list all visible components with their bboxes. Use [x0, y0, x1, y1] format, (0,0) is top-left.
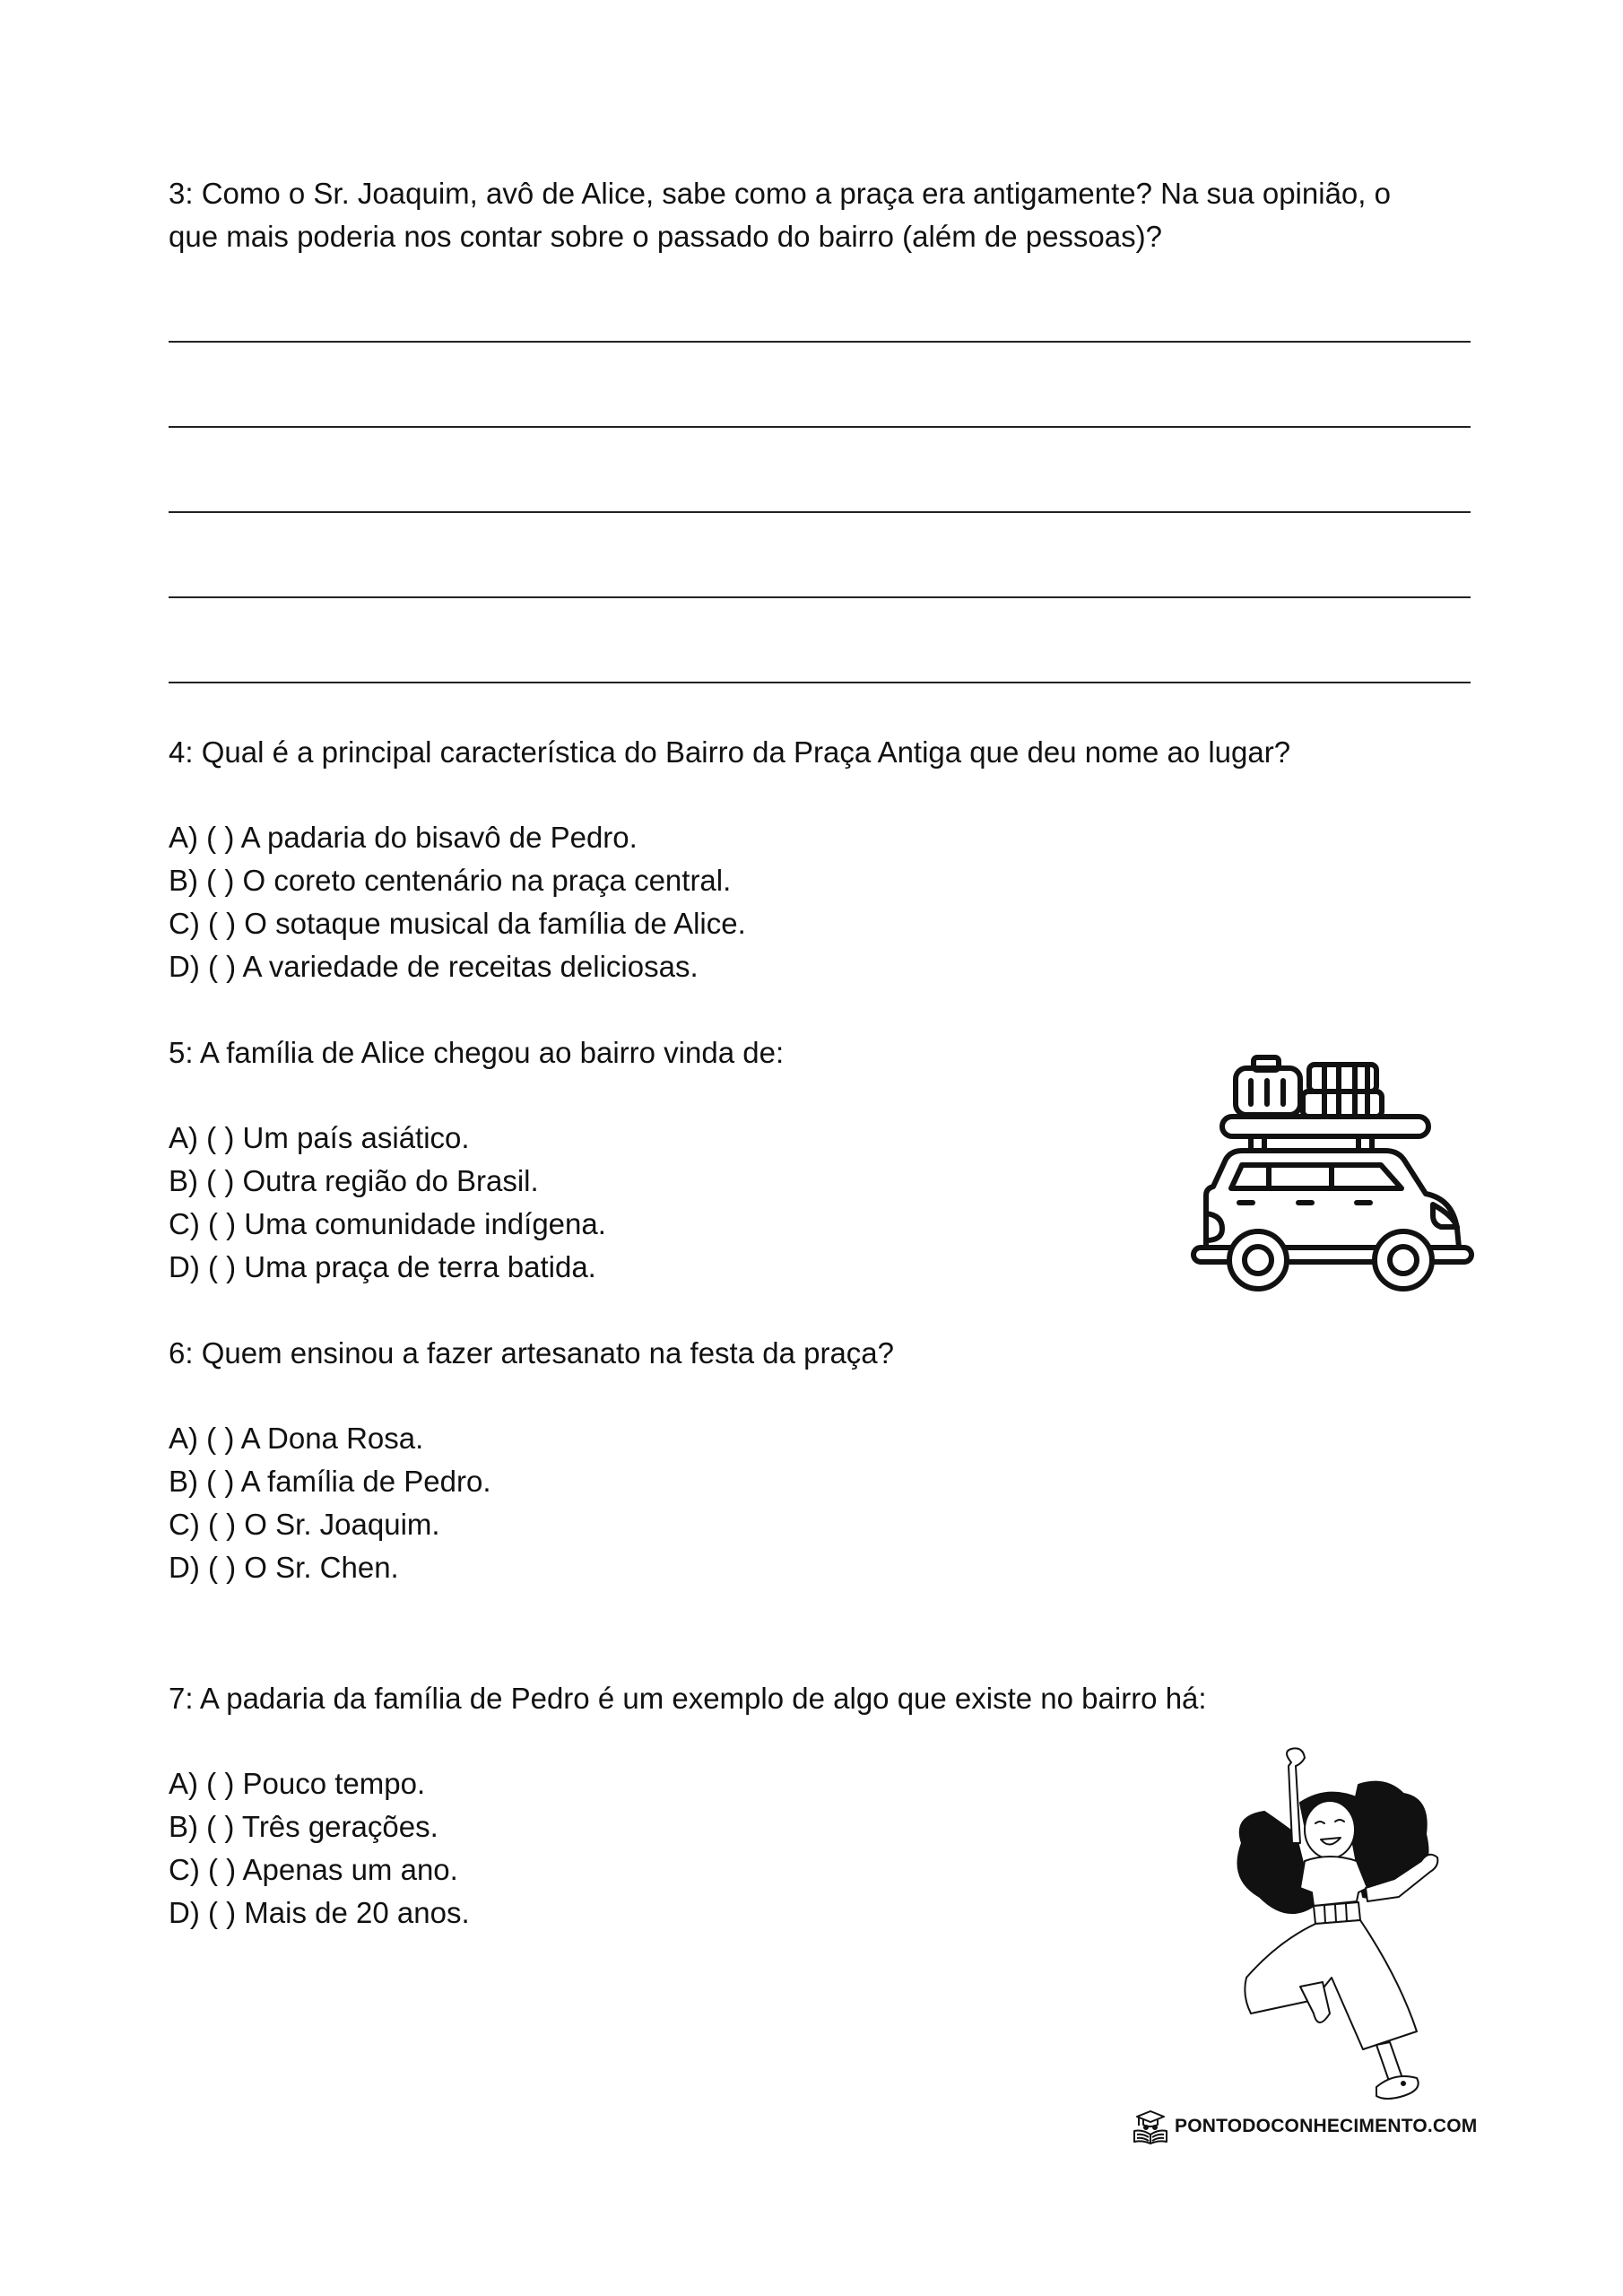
question-5: 5: A família de Alice chegou ao bairro vinda de: — [169, 1036, 785, 1069]
q7-option-c[interactable]: C) ( ) Apenas um ano. — [169, 1853, 458, 1886]
question-3-line-2: que mais poderia nos contar sobre o passado do bairro (além de pessoas)? — [169, 220, 1162, 253]
q7-option-d[interactable]: D) ( ) Mais de 20 anos. — [169, 1896, 470, 1929]
q6-option-b[interactable]: B) ( ) A família de Pedro. — [169, 1465, 491, 1498]
answer-line-1[interactable] — [169, 341, 1471, 343]
answer-line-2[interactable] — [169, 426, 1471, 428]
q4-option-c[interactable]: C) ( ) O sotaque musical da família de Alice. — [169, 907, 746, 940]
question-6: 6: Quem ensinou a fazer artesanato na festa da praça? — [169, 1336, 895, 1370]
brand-name: PONTODOCONHECIMENTO.COM — [1175, 2116, 1478, 2136]
question-4: 4: Qual é a principal característica do Bairro da Praça Antiga que deu nome ao lugar? — [169, 735, 1291, 769]
q4-option-b[interactable]: B) ( ) O coreto centenário na praça central. — [169, 864, 732, 897]
q5-option-c[interactable]: C) ( ) Uma comunidade indígena. — [169, 1207, 606, 1240]
q6-option-a[interactable]: A) ( ) A Dona Rosa. — [169, 1422, 424, 1455]
question-3-line-1: 3: Como o Sr. Joaquim, avô de Alice, sabe como a praça era antigamente? Na sua opinião, o — [169, 177, 1391, 210]
question-7: 7: A padaria da família de Pedro é um exemplo de algo que existe no bairro há: — [169, 1682, 1207, 1715]
q4-option-d[interactable]: D) ( ) A variedade de receitas deliciosas. — [169, 950, 699, 983]
q7-option-a[interactable]: A) ( ) Pouco tempo. — [169, 1767, 426, 1800]
dancing-girl-illustration — [1215, 1744, 1466, 2112]
q5-option-d[interactable]: D) ( ) Uma praça de terra batida. — [169, 1250, 596, 1283]
q6-option-d[interactable]: D) ( ) O Sr. Chen. — [169, 1551, 399, 1584]
answer-line-5[interactable] — [169, 682, 1471, 683]
q6-option-c[interactable]: C) ( ) O Sr. Joaquim. — [169, 1508, 440, 1541]
answer-line-4[interactable] — [169, 596, 1471, 598]
car-with-luggage-icon — [1179, 1045, 1484, 1300]
graduation-book-icon — [1132, 2108, 1169, 2145]
q4-option-a[interactable]: A) ( ) A padaria do bisavô de Pedro. — [169, 821, 638, 854]
q5-option-b[interactable]: B) ( ) Outra região do Brasil. — [169, 1164, 539, 1197]
answer-line-3[interactable] — [169, 511, 1471, 513]
q7-option-b[interactable]: B) ( ) Três gerações. — [169, 1810, 438, 1843]
q5-option-a[interactable]: A) ( ) Um país asiático. — [169, 1121, 470, 1154]
footer-brand — [1132, 2108, 1478, 2145]
